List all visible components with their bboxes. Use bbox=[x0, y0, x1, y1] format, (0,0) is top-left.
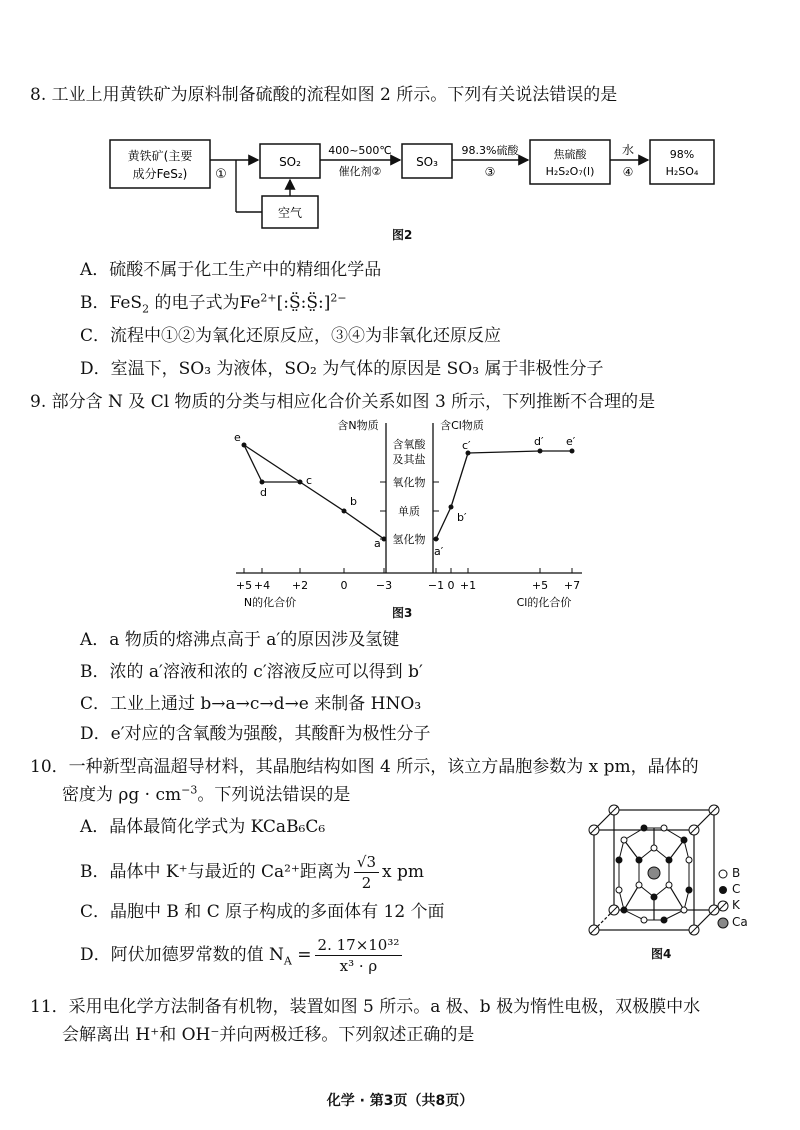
category-label-hydride: 氢化物 bbox=[392, 533, 426, 546]
crystal-cell-figure-4 bbox=[584, 800, 724, 950]
question-10-stem-line1: 10．一种新型高温超导材料，其晶胞结构如图 4 所示，该立方晶胞参数为 x pm，晶体的 bbox=[30, 757, 699, 777]
atom-bc-outer-4 bbox=[686, 857, 692, 863]
category-label-acid-2: 及其盐 bbox=[392, 453, 426, 466]
flow-arrow2-bottom: 催化剂② bbox=[338, 165, 382, 178]
flow-box-pyrite-line1: 黄铁矿(主要 bbox=[127, 149, 193, 163]
q10-option-a: A．晶体最简化学式为 KCaB₆C₆ bbox=[80, 817, 326, 837]
atom-bc-outer-5 bbox=[686, 887, 692, 893]
cl-segment-0 bbox=[436, 507, 451, 539]
cl-segment-2 bbox=[468, 451, 540, 453]
q8-option-c: C．流程中①②为氧化还原反应，③④为非氧化还原反应 bbox=[80, 326, 502, 346]
cl-label-4: e′ bbox=[566, 435, 576, 448]
q10-option-d: D．阿伏加德罗常数的值 $N_A$ = $\frac{\text{2. 17×10³²}}{\text{x³ · ρ}}$ bbox=[80, 935, 405, 976]
atom-bc-outer-3 bbox=[681, 837, 687, 843]
flow-box-final-line2: H₂SO₄ bbox=[665, 165, 699, 178]
atom-ca-center bbox=[648, 867, 660, 879]
atom-bc-outer-9 bbox=[621, 907, 627, 913]
flow-box-final-line1: 98% bbox=[669, 148, 695, 161]
atom-bc-outer-2 bbox=[661, 825, 667, 831]
figure-2-caption: 图2 bbox=[392, 228, 413, 242]
question-11-line2: 会解离出 H⁺和 OH⁻并向两极迁移。下列叙述正确的是 bbox=[62, 1025, 475, 1045]
flow-arrow4-top: 水 bbox=[621, 143, 635, 157]
q8-b-dots: [:S̤̈:S̤̈:] bbox=[276, 293, 331, 313]
q8-option-d: D．室温下，SO₃ 为液体，SO₂ 为气体的原因是 SO₃ 属于非极性分子 bbox=[80, 359, 604, 379]
atom-bc-inner-0 bbox=[636, 857, 642, 863]
tick-label-right-2: +1 bbox=[459, 579, 477, 592]
category-label-element: 单质 bbox=[398, 505, 420, 518]
flow-arrow3-top: 98.3%硫酸 bbox=[461, 144, 519, 157]
q8-b-sup: 2+ bbox=[260, 291, 277, 305]
flow-arrow3-bottom: ③ bbox=[484, 165, 496, 179]
flow-box-so3-label: SO₃ bbox=[416, 155, 438, 169]
atom-bc-outer-0 bbox=[621, 837, 627, 843]
cl-point-3 bbox=[538, 449, 543, 454]
flow-box-oleum-line2: H₂S₂O₇(l) bbox=[545, 165, 595, 178]
legend-label-c: C bbox=[732, 882, 741, 896]
flow-arrow2-top: 400~500℃ bbox=[328, 144, 392, 157]
q10-option-c: C．晶胞中 B 和 C 原子构成的多面体有 12 个面 bbox=[80, 902, 445, 922]
n-label-b: b bbox=[350, 495, 357, 508]
n-segment-0 bbox=[344, 511, 384, 539]
atom-bc-outer-1 bbox=[641, 825, 647, 831]
cl-segment-1 bbox=[451, 453, 468, 507]
atom-bc-outer-11 bbox=[616, 857, 622, 863]
question-10-stem-line2: 密度为 $\rho g \cdot cm^{-3}$。下列说法错误的是 bbox=[62, 783, 351, 805]
chart-title-left: 含N物质 bbox=[337, 419, 379, 432]
atom-bc-inner-5 bbox=[636, 882, 642, 888]
q9-option-a: A．a 物质的熔沸点高于 a′的原因涉及氢键 bbox=[80, 630, 400, 650]
flow-box-pyrite-line2: 成分FeS₂) bbox=[132, 167, 188, 181]
n-label-a: a bbox=[374, 537, 381, 550]
atom-bc-inner-2 bbox=[666, 857, 672, 863]
n-point-b bbox=[342, 509, 347, 514]
n-label-e: e bbox=[234, 431, 241, 444]
tick-label-right-0: −1 bbox=[427, 579, 445, 592]
cl-label-1: b′ bbox=[457, 511, 467, 524]
cl-label-3: d′ bbox=[534, 435, 544, 448]
legend-symbol-c bbox=[719, 886, 727, 894]
atom-bc-outer-8 bbox=[641, 917, 647, 923]
cl-label-2: c′ bbox=[462, 439, 471, 452]
legend-label-ca: Ca bbox=[732, 915, 748, 929]
figure-4-caption: 图4 bbox=[651, 947, 672, 961]
question-9-stem: 9. 部分含 N 及 Cl 物质的分类与相应化合价关系如图 3 所示，下列推断不合理的是 bbox=[30, 392, 656, 412]
q8-option-a: A．硫酸不属于化工生产中的精细化学品 bbox=[80, 260, 382, 280]
tick-label-left-3: 0 bbox=[340, 579, 348, 592]
q9-option-c: C．工业上通过 b→a→c→d→e 来制备 HNO₃ bbox=[80, 694, 422, 714]
tick-label-left-4: −3 bbox=[375, 579, 393, 592]
atom-bc-outer-6 bbox=[681, 907, 687, 913]
q8-b-prefix: B．FeS bbox=[80, 293, 143, 313]
tick-label-left-1: +4 bbox=[253, 579, 271, 592]
category-label-acid-1: 含氧酸 bbox=[392, 438, 426, 451]
n-point-a bbox=[382, 537, 387, 542]
flow-arrow1-label: ① bbox=[215, 167, 227, 182]
tick-label-left-0: +5 bbox=[235, 579, 253, 592]
atom-bc-inner-4 bbox=[651, 894, 657, 900]
crystal-legend-symbols bbox=[716, 866, 730, 936]
q8-option-b: B．FeS$_2$ 的电子式为$Fe^{2+}[:S̤̈:S̤̈:]^{2-}$ bbox=[80, 291, 347, 316]
atom-bc-outer-7 bbox=[661, 917, 667, 923]
n-point-c bbox=[298, 480, 303, 485]
tick-label-left-2: +2 bbox=[291, 579, 309, 592]
n-point-d bbox=[260, 480, 265, 485]
q10-option-b: B．晶体中 K⁺与最近的 Ca²⁺距离为 $\frac{√3}{2}$ x pm bbox=[80, 853, 425, 892]
q10-b-fraction: $\frac{√3}{2}$ bbox=[354, 852, 379, 893]
tick-label-right-1: 0 bbox=[447, 579, 455, 592]
page-footer: 化学 · 第3页（共8页） bbox=[326, 1093, 474, 1109]
chart-title-right: 含Cl物质 bbox=[440, 419, 484, 432]
q8-b-sup2: 2− bbox=[330, 291, 347, 305]
cl-point-4 bbox=[570, 449, 575, 454]
legend-label-b: B bbox=[732, 866, 741, 880]
flow-box-air-label: 空气 bbox=[277, 206, 303, 220]
question-8-stem: 8. 工业上用黄铁矿为原料制备硫酸的流程如图 2 所示。下列有关说法错误的是 bbox=[30, 85, 618, 105]
tick-label-right-3: +5 bbox=[531, 579, 549, 592]
q9-option-d: D．e′对应的含氧酸为强酸，其酸酐为极性分子 bbox=[80, 724, 431, 744]
q10-d-fraction: $\frac{\text{2. 17×10³²}}{\text{x³ · ρ}}$ bbox=[315, 935, 403, 976]
category-label-oxide: 氧化物 bbox=[392, 476, 426, 489]
cl-point-0 bbox=[434, 537, 439, 542]
figure-3-caption: 图3 bbox=[392, 606, 413, 620]
atom-bc-inner-3 bbox=[666, 882, 672, 888]
valence-chart-figure-3 bbox=[0, 415, 800, 615]
atom-bc-inner-1 bbox=[651, 845, 657, 851]
legend-label-k: K bbox=[732, 898, 740, 912]
flow-arrow4-bottom: ④ bbox=[622, 165, 634, 179]
n-label-d: d bbox=[260, 486, 267, 499]
q9-option-b: B．浓的 a′溶液和浓的 c′溶液反应可以得到 b′ bbox=[80, 662, 423, 682]
flow-box-oleum-line1: 焦硫酸 bbox=[553, 148, 587, 161]
atom-bc-outer-10 bbox=[616, 887, 622, 893]
n-label-c: c bbox=[306, 474, 313, 487]
question-11-line1: 11．采用电化学方法制备有机物，装置如图 5 所示。a 极、b 极为惰性电极，双极膜中水 bbox=[30, 997, 701, 1017]
xlabel-left: N的化合价 bbox=[243, 596, 297, 609]
n-point-e bbox=[242, 443, 247, 448]
xlabel-right: Cl的化合价 bbox=[516, 596, 572, 609]
tick-label-right-4: +7 bbox=[563, 579, 581, 592]
cl-point-1 bbox=[449, 505, 454, 510]
q8-b-mid: 的电子式为Fe bbox=[149, 293, 261, 313]
legend-symbol-b bbox=[719, 870, 727, 878]
cl-label-0: a′ bbox=[434, 545, 444, 558]
flow-box-so2-label: SO₂ bbox=[279, 155, 301, 169]
legend-symbol-ca bbox=[718, 918, 728, 928]
